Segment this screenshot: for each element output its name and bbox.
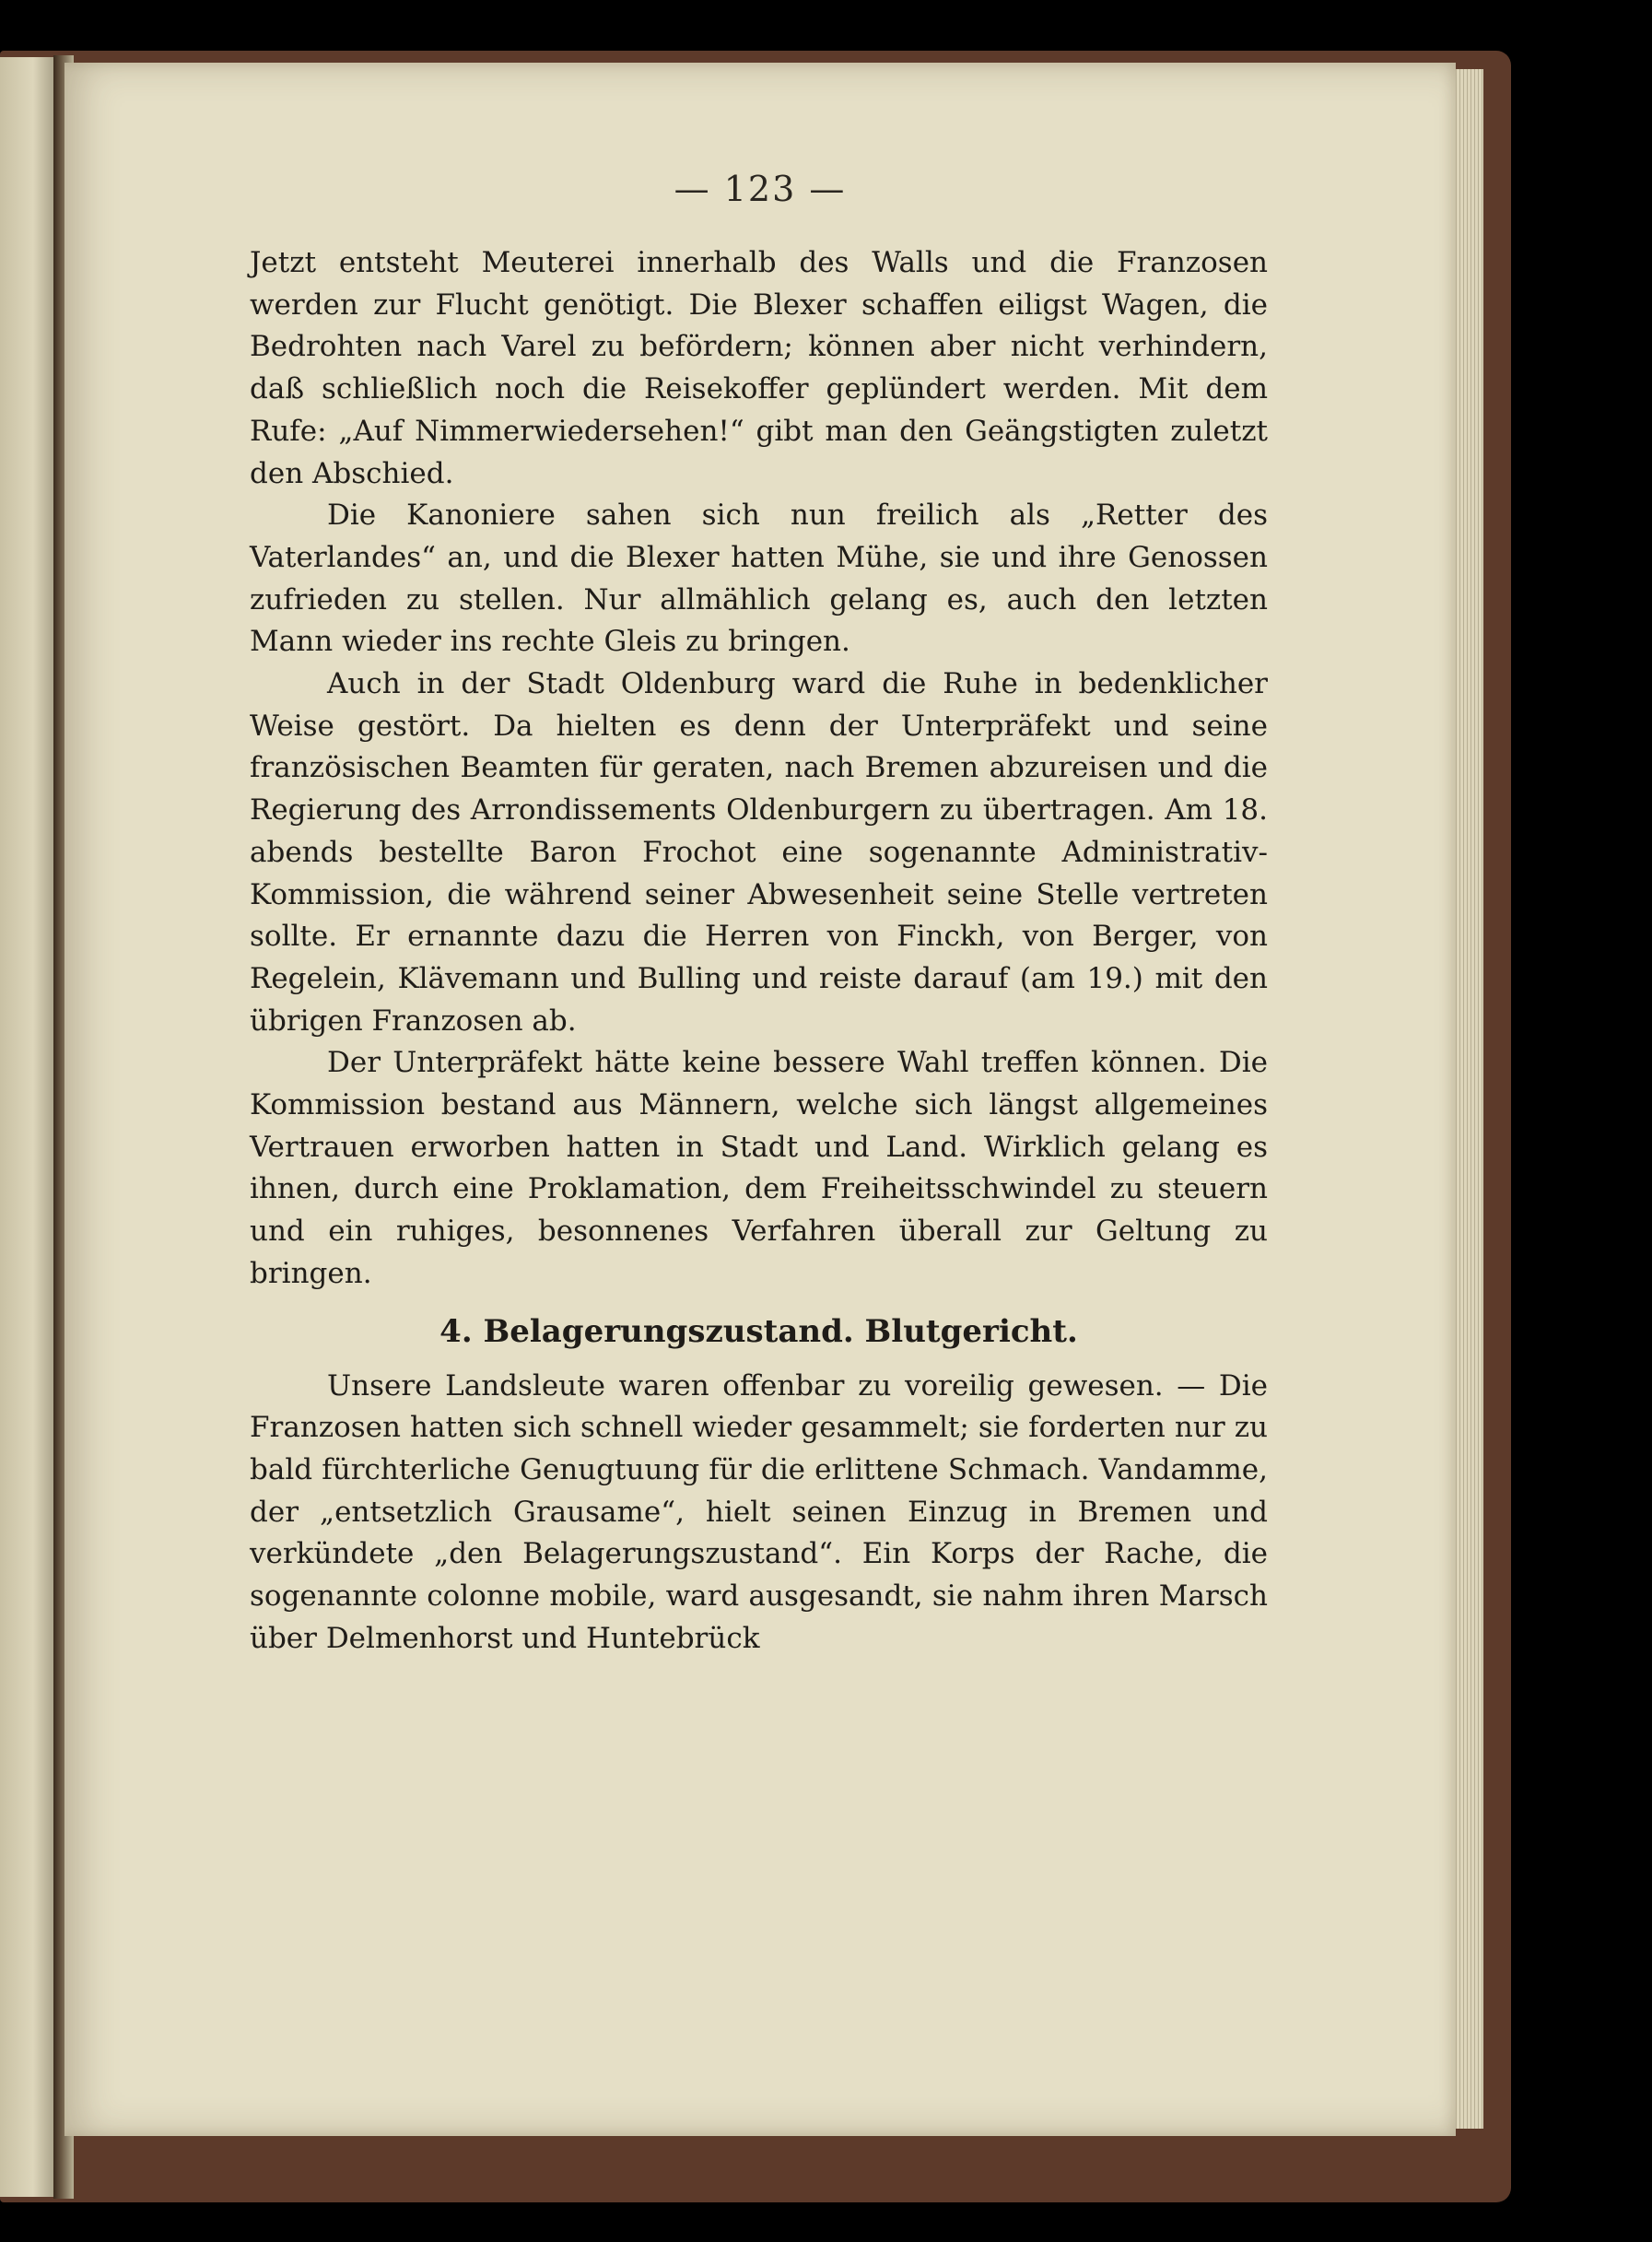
paragraph-4: Der Unterpräfekt hätte keine bessere Wahl treffen können. Die Kommission bestand aus Männern, welche sich längst allgemeines Vertrauen erworben hatten in Stadt und Land. Wirklich gelang es ihnen, durch eine Proklamation, dem Freiheitsschwindel zu steuern und ein ruhiges, besonnenes Verfahren überall zur Geltung zu bringen. [250,1046,1268,1290]
paragraph-2: Die Kanoniere sahen sich nun freilich als „Retter des Vaterlandes“ an, und die Blexer hatten Mühe, sie und ihre Genossen zufrieden zu stellen. Nur allmählich gelang es, auch den letzten Mann wieder ins rechte Gleis zu bringen. [250,499,1268,659]
paragraph-3: Auch in der Stadt Oldenburg ward die Ruhe in bedenklicher Weise gestört. Da hielten es denn der Unterpräfekt und seine französischen Beamten für geraten, nach Bremen abzureisen und die Regierung des Arrondissements Oldenburgern zu übertragen. Am 18. abends bestellte Baron Frochot eine sogenannte Administrativ-Kommission, die während seiner Abwesenheit seine Stelle vertreten sollte. Er ernannte dazu die Herren von Finckh, von Berger, von Regelein, Klävemann und Bulling und reiste darauf (am 19.) mit den übrigen Franzosen ab. [250,667,1268,1038]
page-text [250,242,1268,1661]
left-page-edge [0,57,55,2197]
section-heading: 4. Belagerungszustand. Blutgericht. [439,1312,1078,1350]
paragraph-5: Unsere Landsleute waren offenbar zu voreilig gewesen. — Die Franzosen hatten sich schnell wieder gesammelt; sie forderten nur zu bald fürchterliche Genugtuung für die erlittene Schmach. Vandamme, der „entsetzlich Grausame“, hielt seinen Einzug in Bremen und verkündete „den Belagerungszustand“. Ein Korps der Rache, die sogenannte colonne mobile, ward ausgesandt, sie nahm ihren Marsch über Delmenhorst und Huntebrück [250,1368,1268,1655]
page-number: — 123 — [674,169,847,209]
paragraph-1: Jetzt entsteht Meuterei innerhalb des Walls und die Franzosen werden zur Flucht genötigt. Die Blexer schaffen eiligst Wagen, die Bedrohten nach Varel zu befördern; können aber nicht verhindern, daß schließlich noch die Reisekoffer geplündert werden. Mit dem Rufe: „Auf Nimmerwiedersehen!“ gibt man den Geängstigten zuletzt den Abschied. [250,246,1268,490]
book-page [64,63,1456,2136]
